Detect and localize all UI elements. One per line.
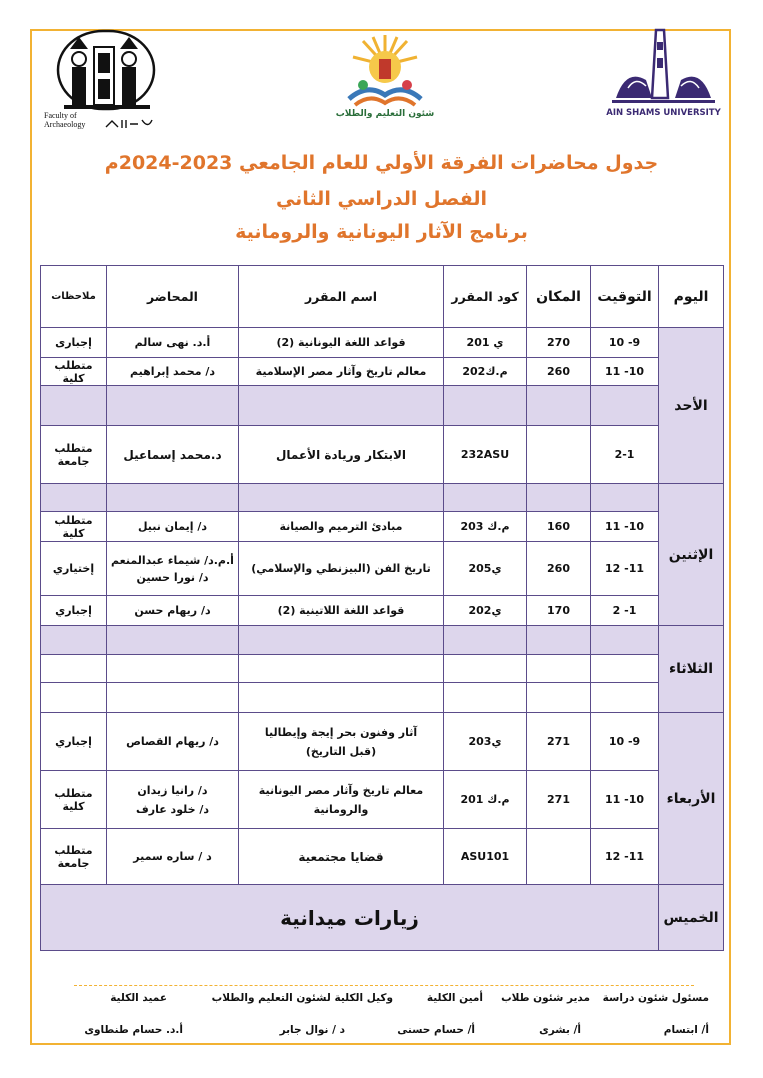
place-cell: 160 [527, 512, 591, 542]
table-row [41, 328, 724, 358]
empty-cell [239, 484, 444, 512]
course-line-2: (قبل التاريخ) [305, 744, 377, 758]
faculty-logo [44, 29, 159, 133]
schedule-title: جدول محاضرات الفرقة الأولي للعام الجامعي 2023-2024م [104, 152, 659, 174]
footer-role: أمين الكلية [426, 992, 483, 1004]
notes-cell: إجبارى [41, 328, 107, 358]
course-cell: معالم تاريخ وآثار مصر الإسلامية [239, 358, 444, 386]
header-row [41, 266, 724, 328]
lecturer-line-2: د/ نورا حسين [136, 570, 209, 584]
notes-cell: متطلب جامعة [41, 829, 107, 885]
empty-cell [527, 683, 591, 713]
university-logo [606, 28, 721, 123]
day-tuesday: الثلاثاء [659, 626, 724, 713]
student-affairs-logo-text: شئون التعليم والطلاب [335, 109, 435, 119]
table-row [41, 512, 724, 542]
lecturer-line-2: د/ خلود عارف [135, 802, 210, 816]
place-cell: 270 [527, 328, 591, 358]
course-cell: تاريخ الفن (البيزنطي والإسلامي) [239, 542, 444, 596]
empty-cell [444, 655, 527, 683]
empty-cell [527, 655, 591, 683]
footer-name: أ/ ابتسام [663, 1024, 709, 1036]
empty-cell [527, 484, 591, 512]
code-cell: م.ك202 [444, 358, 527, 386]
notes-cell: إختياري [41, 542, 107, 596]
course-cell [239, 771, 444, 829]
course-cell: الابتكار وريادة الأعمال [239, 426, 444, 484]
header-course: اسم المقرر [239, 266, 444, 328]
place-cell: 260 [527, 542, 591, 596]
header-day: اليوم [659, 266, 724, 328]
notes-cell: متطلب كلية [41, 512, 107, 542]
table-row [41, 596, 724, 626]
course-line-1: معالم تاريخ وآثار مصر اليونانية [258, 783, 424, 797]
empty-cell [527, 386, 591, 426]
code-cell: ي203 [444, 713, 527, 771]
empty-row [41, 626, 724, 655]
empty-cell [444, 484, 527, 512]
lecturer-cell: أ.د. نهى سالم [107, 328, 239, 358]
footer-name: أ/ بشرى [539, 1024, 581, 1036]
course-cell: قواعد اللغة اللاتينية (2) [239, 596, 444, 626]
empty-cell [107, 683, 239, 713]
footer-role: عميد الكلية [110, 992, 167, 1004]
time-cell: 11- 12 [591, 829, 659, 885]
faculty-logo-text: Faculty of Archaeology [44, 111, 86, 129]
code-cell: ASU101 [444, 829, 527, 885]
titles-block [40, 145, 723, 247]
day-wednesday: الأربعاء [659, 713, 724, 885]
semester-title: الفصل الدراسي الثاني [275, 188, 488, 210]
footer-role: وكيل الكلية لشئون التعليم والطلاب [211, 992, 393, 1004]
lecturer-cell [107, 771, 239, 829]
place-cell: 260 [527, 358, 591, 386]
header-place: المكان [527, 266, 591, 328]
empty-cell [444, 626, 527, 655]
day-sunday: الأحد [659, 328, 724, 484]
empty-cell [527, 626, 591, 655]
place-cell: 170 [527, 596, 591, 626]
empty-cell [591, 386, 659, 426]
table-row [41, 771, 724, 829]
lecturer-cell: د/ محمد إبراهيم [107, 358, 239, 386]
empty-cell [107, 655, 239, 683]
time-cell: 9- 10 [591, 328, 659, 358]
place-cell [527, 426, 591, 484]
time-cell: 2-1 [591, 426, 659, 484]
empty-cell [239, 683, 444, 713]
code-cell: م.ك 203 [444, 512, 527, 542]
course-cell: قضايا مجتمعية [239, 829, 444, 885]
code-cell: ي 201 [444, 328, 527, 358]
empty-cell [591, 626, 659, 655]
university-logo-text: AIN SHAMS UNIVERSITY [606, 108, 721, 118]
notes-cell: متطلب جامعة [41, 426, 107, 484]
lecturer-line-1: أ.م.د/ شيماء عبدالمنعم [111, 553, 234, 567]
course-cell: قواعد اللغة اليونانية (2) [239, 328, 444, 358]
notes-cell: إجباري [41, 713, 107, 771]
empty-cell [107, 626, 239, 655]
header-notes: ملاحظات [41, 266, 107, 328]
course-cell [239, 713, 444, 771]
empty-cell [444, 683, 527, 713]
empty-cell [41, 683, 107, 713]
day-thursday: الخميس [659, 885, 724, 951]
course-line-2: والرومانية [313, 802, 369, 816]
lecturer-cell: د/ ريهام القصاص [107, 713, 239, 771]
code-cell: م.ك 201 [444, 771, 527, 829]
table-row [41, 885, 724, 951]
lecturer-cell: د/ ريهام حسن [107, 596, 239, 626]
empty-cell [41, 386, 107, 426]
schedule-table [40, 265, 724, 951]
lecturer-cell: د.محمد إسماعيل [107, 426, 239, 484]
header-code: كود المقرر [444, 266, 527, 328]
footer-divider [74, 985, 694, 986]
code-cell: ي202 [444, 596, 527, 626]
table-row [41, 358, 724, 386]
footer-name: أ/ حسام حسنى [397, 1024, 475, 1036]
empty-row [41, 386, 724, 426]
day-monday: الإثنين [659, 484, 724, 626]
lecturer-cell: د / ساره سمير [107, 829, 239, 885]
footer-role: مدير شئون طلاب [501, 992, 590, 1004]
footer-name: أ.د. حسام طنطاوى [84, 1024, 183, 1036]
table-row [41, 426, 724, 484]
code-cell: ي205 [444, 542, 527, 596]
footer-role: مسئول شئون دراسة [602, 992, 709, 1004]
program-title: برنامج الآثار اليونانية والرومانية [235, 221, 528, 243]
header-time: التوقيت [591, 266, 659, 328]
table-row [41, 713, 724, 771]
empty-cell [41, 655, 107, 683]
notes-cell: متطلب كلية [41, 358, 107, 386]
time-cell: 10- 11 [591, 512, 659, 542]
time-cell: 10- 11 [591, 771, 659, 829]
empty-cell [591, 655, 659, 683]
empty-cell [239, 655, 444, 683]
student-affairs-logo [335, 33, 435, 123]
place-cell [527, 829, 591, 885]
notes-cell: متطلب كلية [41, 771, 107, 829]
empty-cell [107, 484, 239, 512]
table-row [41, 829, 724, 885]
place-cell: 271 [527, 771, 591, 829]
time-cell: 11- 12 [591, 542, 659, 596]
notes-cell: إجباري [41, 596, 107, 626]
empty-cell [444, 386, 527, 426]
empty-row [41, 484, 724, 512]
time-cell: 10- 11 [591, 358, 659, 386]
footer-name: د / نوال جابر [279, 1024, 345, 1036]
empty-cell [239, 386, 444, 426]
empty-cell [591, 484, 659, 512]
header-lecturer: المحاضر [107, 266, 239, 328]
lecturer-line-1: د/ رانيا زيدان [137, 783, 208, 797]
course-line-1: آثار وفنون بحر إيجة وإيطاليا [264, 725, 418, 739]
time-cell: 1- 2 [591, 596, 659, 626]
course-cell: مبادئ الترميم والصيانة [239, 512, 444, 542]
empty-row [41, 655, 724, 683]
field-visits-cell: زيارات ميدانية [41, 885, 659, 951]
place-cell: 271 [527, 713, 591, 771]
empty-cell [107, 386, 239, 426]
table-row [41, 542, 724, 596]
empty-cell [41, 626, 107, 655]
time-cell: 9- 10 [591, 713, 659, 771]
lecturer-cell: د/ إيمان نبيل [107, 512, 239, 542]
empty-row [41, 683, 724, 713]
code-cell: 232ASU [444, 426, 527, 484]
empty-cell [239, 626, 444, 655]
lecturer-cell [107, 542, 239, 596]
empty-cell [41, 484, 107, 512]
empty-cell [591, 683, 659, 713]
